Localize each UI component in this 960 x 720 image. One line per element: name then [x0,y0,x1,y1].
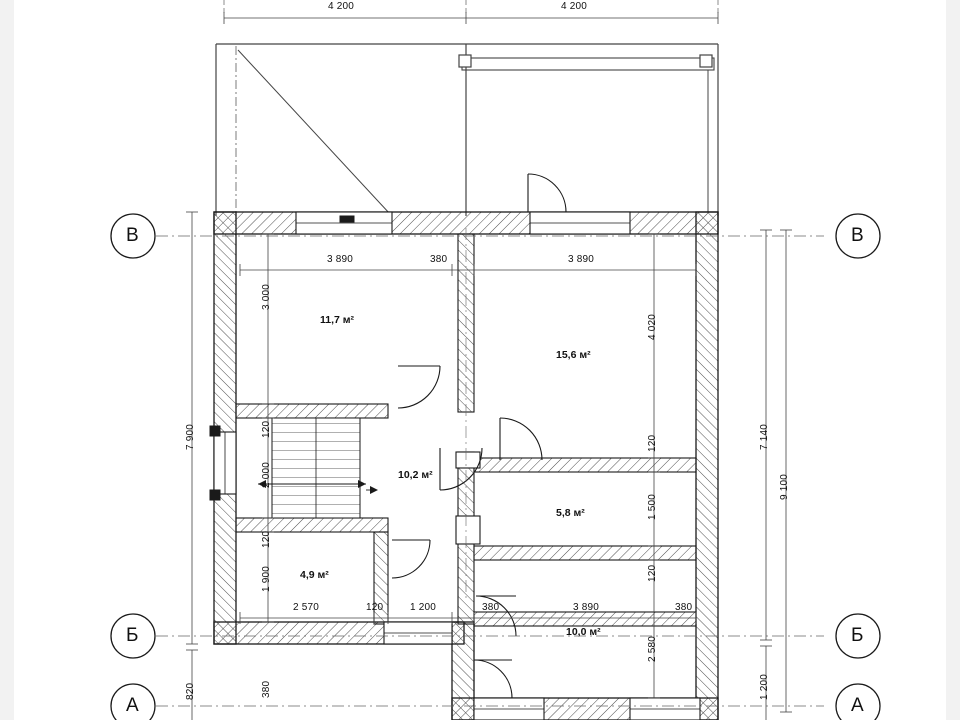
dim-inner-120-b: 120 [261,530,272,548]
dim-left-820: 820 [185,682,196,700]
room-area-4-9: 4,9 м² [300,569,329,581]
dim-top-2: 4 200 [561,1,588,12]
dim-inner-120-c: 120 [647,434,658,452]
dim-interior-bottom-2: 120 [366,602,384,613]
room-area-11-7: 11,7 м² [320,314,355,326]
dim-left-380: 380 [261,680,272,698]
axis-label-left-a: А [126,695,139,716]
dim-interior-top-2: 380 [430,254,448,265]
room-area-15-6: 15,6 м² [556,349,591,361]
dim-interior-top-1: 3 890 [327,254,354,265]
dim-inner-2580: 2 580 [647,635,658,662]
dim-top-1: 4 200 [328,1,355,12]
dim-interior-bottom-1: 2 570 [293,602,320,613]
dim-inner-1900: 1 900 [261,565,272,592]
axis-label-left-b: Б [126,625,139,646]
dim-interior-top-3: 3 890 [568,254,595,265]
axis-label-right-b: Б [851,625,864,646]
dim-inner-1500: 1 500 [647,493,658,520]
room-area-10-2: 10,2 м² [398,469,433,481]
staircase [258,418,378,518]
room-area-5-8: 5,8 м² [556,507,585,519]
dim-interior-bottom-6: 380 [675,602,693,613]
dim-inner-2000: 2 000 [261,461,272,488]
dim-inner-120-a: 120 [261,420,272,438]
dim-right-7140: 7 140 [759,423,770,450]
dim-inner-120-d: 120 [647,564,658,582]
dim-right-9100: 9 100 [779,473,790,500]
axis-label-left-v: В [126,225,139,246]
dim-left-7900: 7 900 [185,423,196,450]
dim-interior-bottom-5: 3 890 [573,602,600,613]
axis-label-right-a: А [851,695,864,716]
upper-projection-lines [216,0,718,216]
dim-interior-bottom-3: 1 200 [410,602,437,613]
dim-inner-3000: 3 000 [261,283,272,310]
dim-inner-4020: 4 020 [647,313,658,340]
dim-right-1200: 1 200 [759,673,770,700]
dim-interior-bottom-4: 380 [482,602,500,613]
axis-label-right-v: В [851,225,864,246]
room-area-10-0: 10,0 м² [566,626,601,638]
